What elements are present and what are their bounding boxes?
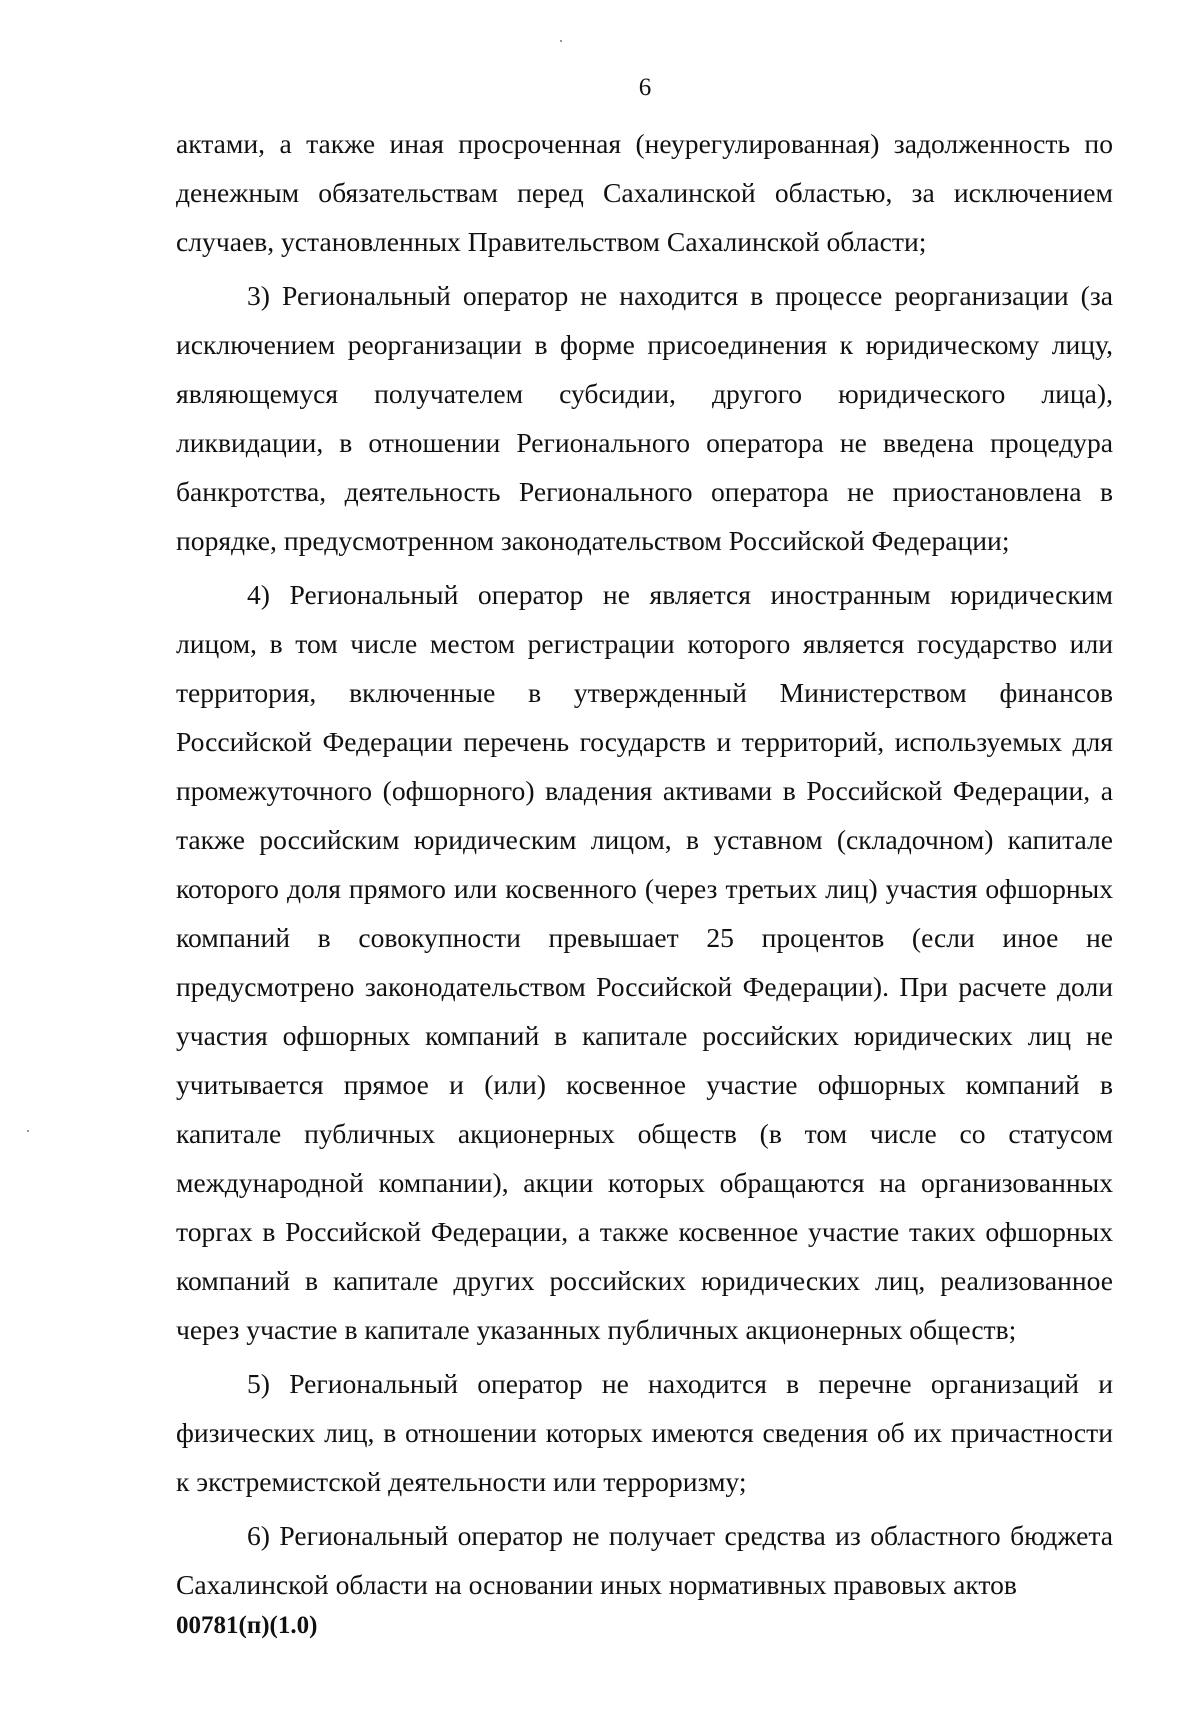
document-body <box>176 119 1113 1609</box>
scan-speck <box>560 40 562 42</box>
item-5-paragraph: 5) Региональный оператор не находится в перечне организаций и физических лиц, в отношении которых имеются сведения об их причастности к экстремистской деятельности или терроризму; <box>176 1368 1113 1497</box>
page-number: 6 <box>638 74 652 101</box>
item-4-paragraph: 4) Региональный оператор не является иностранным юридическим лицом, в том числе местом регистрации которого является государство или территория, включенные в утвержденный Министерством финансов Российской Федерации перечень государств и территорий, используемых для промежуточного (офшорного) владения активами в Российской Федерации, а также российским юридическим лицом, в уставном (складочном) капитале которого доля прямого или косвенного (через третьих лиц) участия офшорных компаний в совокупности превышает 25 процентов (если иное не предусмотрено законодательством Российской Федерации). При расчете доли участия офшорных компаний в капитале российских юридических лиц не учитывается прямое и (или) косвенное участие офшорных компаний в капитале публичных акционерных обществ (в том числе со статусом международной компании), акции которых обращаются на организованных торгах в Российской Федерации, а также косвенное участие таких офшорных компаний в капитале других российских юридических лиц, реализованное через участие в капитале указанных публичных акционерных обществ; <box>176 579 1113 1345</box>
document-code: 00781(п)(1.0) <box>176 1612 318 1639</box>
item-3-paragraph: 3) Региональный оператор не находится в процессе реорганизации (за исключением реорганизации в форме присоединения к юридическому лицу, являющемуся получателем субсидии, другого юридического лица), ликвидации, в отношении Регионального оператора не введена процедура банкротства, деятельность Регионального оператора не приостановлена в порядке, предусмотренном законодательством Российской Федерации; <box>176 280 1113 556</box>
item-6-paragraph: 6) Региональный оператор не получает средства из областного бюджета Сахалинской области на основании иных нормативных правовых актов <box>176 1520 1113 1600</box>
continuation-paragraph: актами, а также иная просроченная (неурегулированная) задолженность по денежным обязательствам перед Сахалинской областью, за исключением случаев, установленных Правительством Сахалинской области; <box>176 128 1113 257</box>
scan-speck <box>27 1130 29 1132</box>
